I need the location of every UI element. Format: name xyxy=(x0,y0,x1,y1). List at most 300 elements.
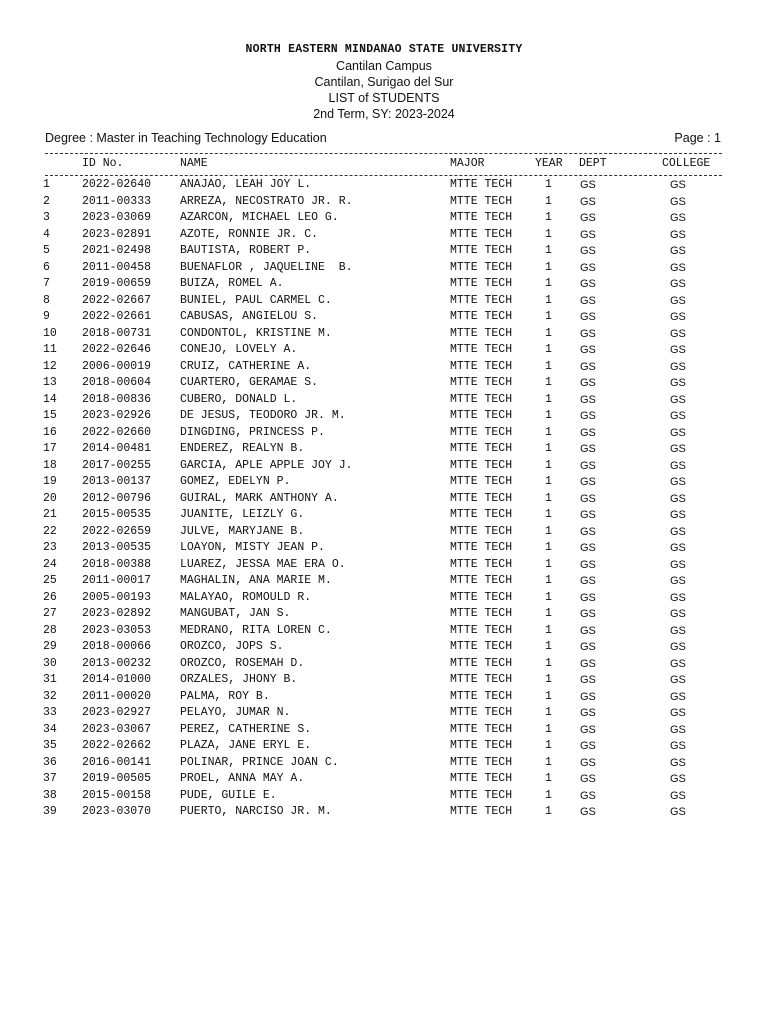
student-major: MTTE TECH xyxy=(450,458,513,472)
student-id: 2018-00604 xyxy=(82,376,152,389)
student-college: GS xyxy=(670,195,686,208)
student-college: GS xyxy=(670,179,686,191)
student-dept: GS xyxy=(580,509,596,521)
row-number: 6 xyxy=(43,260,50,274)
student-dept: GS xyxy=(580,690,596,703)
student-year: 1 xyxy=(545,425,552,439)
row-number: 22 xyxy=(43,524,57,538)
table-row xyxy=(0,771,768,788)
student-year: 1 xyxy=(545,739,552,752)
student-college: GS xyxy=(670,393,686,406)
student-year: 1 xyxy=(545,326,552,340)
student-name: PUDE, GUILE E. xyxy=(180,788,277,802)
column-header-college: COLLEGE xyxy=(662,157,711,170)
table-row xyxy=(0,722,768,739)
row-number: 32 xyxy=(43,689,57,703)
student-name: CONDONTOL, KRISTINE M. xyxy=(180,326,332,340)
student-year: 1 xyxy=(545,442,552,455)
student-name: PLAZA, JANE ERYL E. xyxy=(180,739,312,752)
student-major: MTTE TECH xyxy=(450,706,513,719)
student-id: 2022-02667 xyxy=(82,293,152,307)
student-year: 1 xyxy=(545,623,552,637)
row-number: 5 xyxy=(43,244,50,257)
student-major: MTTE TECH xyxy=(450,359,513,373)
column-header-dept: DEPT xyxy=(579,157,607,170)
row-number: 24 xyxy=(43,557,57,571)
student-major: MTTE TECH xyxy=(450,524,513,538)
student-year: 1 xyxy=(545,557,552,571)
student-dept: GS xyxy=(580,410,596,422)
student-year: 1 xyxy=(545,211,552,224)
table-row xyxy=(0,227,768,244)
student-name: ENDEREZ, REALYN B. xyxy=(180,442,305,455)
student-id: 2023-02927 xyxy=(82,706,152,719)
row-number: 11 xyxy=(43,343,57,356)
student-id: 2023-03067 xyxy=(82,722,152,736)
table-row xyxy=(0,392,768,409)
student-year: 1 xyxy=(545,343,552,356)
table-row xyxy=(0,425,768,442)
student-major: MTTE TECH xyxy=(450,755,513,769)
student-college: GS xyxy=(670,789,686,802)
student-dept: GS xyxy=(580,806,596,818)
student-id: 2023-02891 xyxy=(82,227,152,241)
student-dept: GS xyxy=(580,525,596,538)
student-major: MTTE TECH xyxy=(450,260,513,274)
row-number: 9 xyxy=(43,310,50,323)
student-major: MTTE TECH xyxy=(450,772,513,785)
student-dept: GS xyxy=(580,212,596,224)
table-row xyxy=(0,326,768,343)
student-dept: GS xyxy=(580,740,596,752)
student-major: MTTE TECH xyxy=(450,656,513,670)
student-major: MTTE TECH xyxy=(450,689,513,703)
student-dept: GS xyxy=(580,492,596,505)
student-name: MAGHALIN, ANA MARIE M. xyxy=(180,574,332,587)
student-college: GS xyxy=(670,608,686,620)
student-college: GS xyxy=(670,492,686,505)
student-dept: GS xyxy=(580,723,596,736)
table-row xyxy=(0,243,768,260)
student-dept: GS xyxy=(580,591,596,604)
student-year: 1 xyxy=(545,706,552,719)
student-id: 2011-00333 xyxy=(82,194,152,208)
row-number: 30 xyxy=(43,656,57,670)
student-id: 2022-02640 xyxy=(82,178,152,191)
student-name: DE JESUS, TEODORO JR. M. xyxy=(180,409,346,422)
student-year: 1 xyxy=(545,805,552,818)
student-name: GUIRAL, MARK ANTHONY A. xyxy=(180,491,339,505)
student-name: POLINAR, PRINCE JOAN C. xyxy=(180,755,339,769)
student-dept: GS xyxy=(580,294,596,307)
student-major: MTTE TECH xyxy=(450,409,513,422)
row-number: 15 xyxy=(43,409,57,422)
student-major: MTTE TECH xyxy=(450,607,513,620)
student-college: GS xyxy=(670,723,686,736)
student-college: GS xyxy=(670,641,686,653)
campus-name: Cantilan Campus xyxy=(336,59,432,73)
student-name: OROZCO, ROSEMAH D. xyxy=(180,656,305,670)
row-number: 8 xyxy=(43,293,50,307)
student-id: 2011-00458 xyxy=(82,260,152,274)
degree-label: Degree : Master in Teaching Technology Education xyxy=(45,131,327,145)
student-year: 1 xyxy=(545,376,552,389)
student-year: 1 xyxy=(545,392,552,406)
student-dept: GS xyxy=(580,459,596,472)
row-number: 14 xyxy=(43,392,57,406)
student-dept: GS xyxy=(580,261,596,274)
student-id: 2023-03069 xyxy=(82,211,152,224)
student-id: 2021-02498 xyxy=(82,244,152,257)
row-number: 31 xyxy=(43,673,57,686)
row-number: 21 xyxy=(43,508,57,521)
student-dept: GS xyxy=(580,179,596,191)
student-college: GS xyxy=(670,294,686,307)
student-name: PEREZ, CATHERINE S. xyxy=(180,722,312,736)
student-name: BUENAFLOR , JAQUELINE B. xyxy=(180,260,353,274)
student-id: 2022-02659 xyxy=(82,524,152,538)
campus-location: Cantilan, Surigao del Sur xyxy=(314,75,454,89)
table-row xyxy=(0,359,768,376)
student-dept: GS xyxy=(580,245,596,257)
table-row xyxy=(0,491,768,508)
table-row xyxy=(0,639,768,656)
student-college: GS xyxy=(670,410,686,422)
student-id: 2017-00255 xyxy=(82,458,152,472)
table-row xyxy=(0,804,768,821)
student-id: 2011-00017 xyxy=(82,574,152,587)
student-college: GS xyxy=(670,740,686,752)
student-id: 2018-00836 xyxy=(82,392,152,406)
student-college: GS xyxy=(670,327,686,340)
row-number: 38 xyxy=(43,788,57,802)
student-year: 1 xyxy=(545,475,552,488)
table-row xyxy=(0,375,768,392)
student-dept: GS xyxy=(580,641,596,653)
table-row xyxy=(0,194,768,211)
student-year: 1 xyxy=(545,590,552,604)
student-dept: GS xyxy=(580,393,596,406)
table-row xyxy=(0,408,768,425)
student-name: AZARCON, MICHAEL LEO G. xyxy=(180,211,339,224)
student-id: 2019-00505 xyxy=(82,772,152,785)
student-name: DINGDING, PRINCESS P. xyxy=(180,425,325,439)
student-name: CONEJO, LOVELY A. xyxy=(180,343,298,356)
student-name: GARCIA, APLE APPLE JOY J. xyxy=(180,458,353,472)
table-row xyxy=(0,705,768,722)
student-name: MALAYAO, ROMOULD R. xyxy=(180,590,312,604)
student-year: 1 xyxy=(545,689,552,703)
row-number: 39 xyxy=(43,805,57,818)
student-name: GOMEZ, EDELYN P. xyxy=(180,475,291,488)
student-college: GS xyxy=(670,674,686,686)
student-major: MTTE TECH xyxy=(450,277,513,290)
row-number: 35 xyxy=(43,739,57,752)
table-row xyxy=(0,177,768,194)
student-major: MTTE TECH xyxy=(450,640,513,653)
table-row xyxy=(0,656,768,673)
student-year: 1 xyxy=(545,673,552,686)
student-dept: GS xyxy=(580,756,596,769)
table-row xyxy=(0,540,768,557)
row-number: 1 xyxy=(43,178,50,191)
student-name: BAUTISTA, ROBERT P. xyxy=(180,244,312,257)
term-label: 2nd Term, SY: 2023-2024 xyxy=(313,107,455,121)
row-number: 33 xyxy=(43,706,57,719)
student-year: 1 xyxy=(545,293,552,307)
table-row xyxy=(0,293,768,310)
student-college: GS xyxy=(670,591,686,604)
student-name: MANGUBAT, JAN S. xyxy=(180,607,291,620)
student-dept: GS xyxy=(580,327,596,340)
row-number: 27 xyxy=(43,607,57,620)
student-name: ANAJAO, LEAH JOY L. xyxy=(180,178,312,191)
student-major: MTTE TECH xyxy=(450,739,513,752)
student-id: 2005-00193 xyxy=(82,590,152,604)
student-dept: GS xyxy=(580,773,596,785)
student-name: AZOTE, RONNIE JR. C. xyxy=(180,227,319,241)
student-id: 2013-00232 xyxy=(82,656,152,670)
student-year: 1 xyxy=(545,574,552,587)
table-row xyxy=(0,309,768,326)
table-row xyxy=(0,755,768,772)
student-id: 2018-00388 xyxy=(82,557,152,571)
student-major: MTTE TECH xyxy=(450,326,513,340)
student-major: MTTE TECH xyxy=(450,590,513,604)
table-row xyxy=(0,557,768,574)
student-major: MTTE TECH xyxy=(450,508,513,521)
student-major: MTTE TECH xyxy=(450,491,513,505)
student-college: GS xyxy=(670,707,686,719)
student-name: CUARTERO, GERAMAE S. xyxy=(180,376,319,389)
student-major: MTTE TECH xyxy=(450,442,513,455)
student-id: 2014-01000 xyxy=(82,673,152,686)
student-year: 1 xyxy=(545,640,552,653)
student-year: 1 xyxy=(545,788,552,802)
student-major: MTTE TECH xyxy=(450,722,513,736)
student-id: 2022-02662 xyxy=(82,739,152,752)
student-name: BUNIEL, PAUL CARMEL C. xyxy=(180,293,332,307)
row-number: 17 xyxy=(43,442,57,455)
student-id: 2022-02661 xyxy=(82,310,152,323)
university-name: NORTH EASTERN MINDANAO STATE UNIVERSITY xyxy=(245,43,523,56)
student-name: PALMA, ROY B. xyxy=(180,689,270,703)
table-row xyxy=(0,441,768,458)
student-name: PUERTO, NARCISO JR. M. xyxy=(180,805,332,818)
student-year: 1 xyxy=(545,310,552,323)
student-dept: GS xyxy=(580,360,596,373)
student-college: GS xyxy=(670,542,686,554)
table-row xyxy=(0,788,768,805)
student-major: MTTE TECH xyxy=(450,178,513,191)
student-major: MTTE TECH xyxy=(450,425,513,439)
row-number: 19 xyxy=(43,475,57,488)
student-dept: GS xyxy=(580,707,596,719)
student-dept: GS xyxy=(580,558,596,571)
student-college: GS xyxy=(670,575,686,587)
column-header-id: ID No. xyxy=(82,157,124,170)
student-id: 2011-00020 xyxy=(82,689,152,703)
row-number: 28 xyxy=(43,623,57,637)
student-major: MTTE TECH xyxy=(450,788,513,802)
student-name: OROZCO, JOPS S. xyxy=(180,640,284,653)
student-name: BUIZA, ROMEL A. xyxy=(180,277,284,290)
student-college: GS xyxy=(670,509,686,521)
student-id: 2023-03070 xyxy=(82,805,152,818)
student-id: 2013-00137 xyxy=(82,475,152,488)
table-row xyxy=(0,276,768,293)
student-dept: GS xyxy=(580,542,596,554)
student-college: GS xyxy=(670,261,686,274)
student-college: GS xyxy=(670,525,686,538)
student-dept: GS xyxy=(580,789,596,802)
row-number: 18 xyxy=(43,458,57,472)
student-year: 1 xyxy=(545,227,552,241)
student-id: 2023-03053 xyxy=(82,623,152,637)
student-name: CABUSAS, ANGIELOU S. xyxy=(180,310,319,323)
row-number: 34 xyxy=(43,722,57,736)
table-row xyxy=(0,524,768,541)
student-dept: GS xyxy=(580,195,596,208)
student-id: 2019-00659 xyxy=(82,277,152,290)
student-major: MTTE TECH xyxy=(450,623,513,637)
row-number: 12 xyxy=(43,359,57,373)
student-dept: GS xyxy=(580,426,596,439)
row-number: 29 xyxy=(43,640,57,653)
student-id: 2016-00141 xyxy=(82,755,152,769)
student-id: 2015-00535 xyxy=(82,508,152,521)
student-name: PELAYO, JUMAR N. xyxy=(180,706,291,719)
row-number: 26 xyxy=(43,590,57,604)
table-row xyxy=(0,606,768,623)
row-number: 16 xyxy=(43,425,57,439)
student-college: GS xyxy=(670,773,686,785)
student-id: 2023-02892 xyxy=(82,607,152,620)
row-number: 13 xyxy=(43,376,57,389)
student-dept: GS xyxy=(580,278,596,290)
row-number: 20 xyxy=(43,491,57,505)
student-major: MTTE TECH xyxy=(450,673,513,686)
student-year: 1 xyxy=(545,277,552,290)
student-college: GS xyxy=(670,212,686,224)
table-row xyxy=(0,458,768,475)
student-id: 2006-00019 xyxy=(82,359,152,373)
student-year: 1 xyxy=(545,772,552,785)
student-year: 1 xyxy=(545,409,552,422)
student-college: GS xyxy=(670,806,686,818)
row-number: 10 xyxy=(43,326,57,340)
table-row xyxy=(0,689,768,706)
table-row xyxy=(0,623,768,640)
student-college: GS xyxy=(670,311,686,323)
student-year: 1 xyxy=(545,656,552,670)
student-year: 1 xyxy=(545,458,552,472)
student-id: 2023-02926 xyxy=(82,409,152,422)
student-major: MTTE TECH xyxy=(450,343,513,356)
column-header-year: YEAR xyxy=(535,157,563,170)
row-number: 4 xyxy=(43,227,50,241)
student-year: 1 xyxy=(545,524,552,538)
student-dept: GS xyxy=(580,344,596,356)
student-dept: GS xyxy=(580,657,596,670)
student-name: CRUIZ, CATHERINE A. xyxy=(180,359,312,373)
document-title: LIST of STUDENTS xyxy=(328,91,440,105)
student-list xyxy=(0,177,768,821)
row-number: 37 xyxy=(43,772,57,785)
student-year: 1 xyxy=(545,508,552,521)
student-id: 2012-00796 xyxy=(82,491,152,505)
student-college: GS xyxy=(670,377,686,389)
student-college: GS xyxy=(670,459,686,472)
row-number: 7 xyxy=(43,277,50,290)
student-major: MTTE TECH xyxy=(450,541,513,554)
student-college: GS xyxy=(670,558,686,571)
student-college: GS xyxy=(670,657,686,670)
student-college: GS xyxy=(670,360,686,373)
student-year: 1 xyxy=(545,194,552,208)
table-row xyxy=(0,210,768,227)
student-major: MTTE TECH xyxy=(450,574,513,587)
student-college: GS xyxy=(670,443,686,455)
student-dept: GS xyxy=(580,575,596,587)
student-major: MTTE TECH xyxy=(450,392,513,406)
student-year: 1 xyxy=(545,722,552,736)
row-number: 25 xyxy=(43,574,57,587)
student-major: MTTE TECH xyxy=(450,244,513,257)
page-number: Page : 1 xyxy=(674,131,721,145)
student-dept: GS xyxy=(580,608,596,620)
student-year: 1 xyxy=(545,607,552,620)
student-college: GS xyxy=(670,476,686,488)
student-id: 2014-00481 xyxy=(82,442,152,455)
column-header-name: NAME xyxy=(180,157,208,170)
student-name: JUANITE, LEIZLY G. xyxy=(180,508,305,521)
student-major: MTTE TECH xyxy=(450,805,513,818)
student-name: MEDRANO, RITA LOREN C. xyxy=(180,623,332,637)
student-year: 1 xyxy=(545,178,552,191)
student-year: 1 xyxy=(545,244,552,257)
student-name: JULVE, MARYJANE B. xyxy=(180,524,305,538)
row-number: 3 xyxy=(43,211,50,224)
student-dept: GS xyxy=(580,377,596,389)
student-college: GS xyxy=(670,344,686,356)
student-major: MTTE TECH xyxy=(450,227,513,241)
table-row xyxy=(0,590,768,607)
student-college: GS xyxy=(670,278,686,290)
student-year: 1 xyxy=(545,359,552,373)
student-dept: GS xyxy=(580,228,596,241)
header-top-divider xyxy=(45,153,722,154)
student-dept: GS xyxy=(580,476,596,488)
student-year: 1 xyxy=(545,491,552,505)
student-major: MTTE TECH xyxy=(450,376,513,389)
header-bottom-divider xyxy=(45,175,722,176)
student-year: 1 xyxy=(545,260,552,274)
table-row xyxy=(0,738,768,755)
student-name: ARREZA, NECOSTRATO JR. R. xyxy=(180,194,353,208)
table-row xyxy=(0,342,768,359)
student-major: MTTE TECH xyxy=(450,310,513,323)
student-name: CUBERO, DONALD L. xyxy=(180,392,298,406)
column-header-major: MAJOR xyxy=(450,157,485,170)
student-college: GS xyxy=(670,690,686,703)
table-row xyxy=(0,672,768,689)
student-dept: GS xyxy=(580,674,596,686)
student-year: 1 xyxy=(545,755,552,769)
student-major: MTTE TECH xyxy=(450,211,513,224)
student-id: 2018-00066 xyxy=(82,640,152,653)
student-year: 1 xyxy=(545,541,552,554)
